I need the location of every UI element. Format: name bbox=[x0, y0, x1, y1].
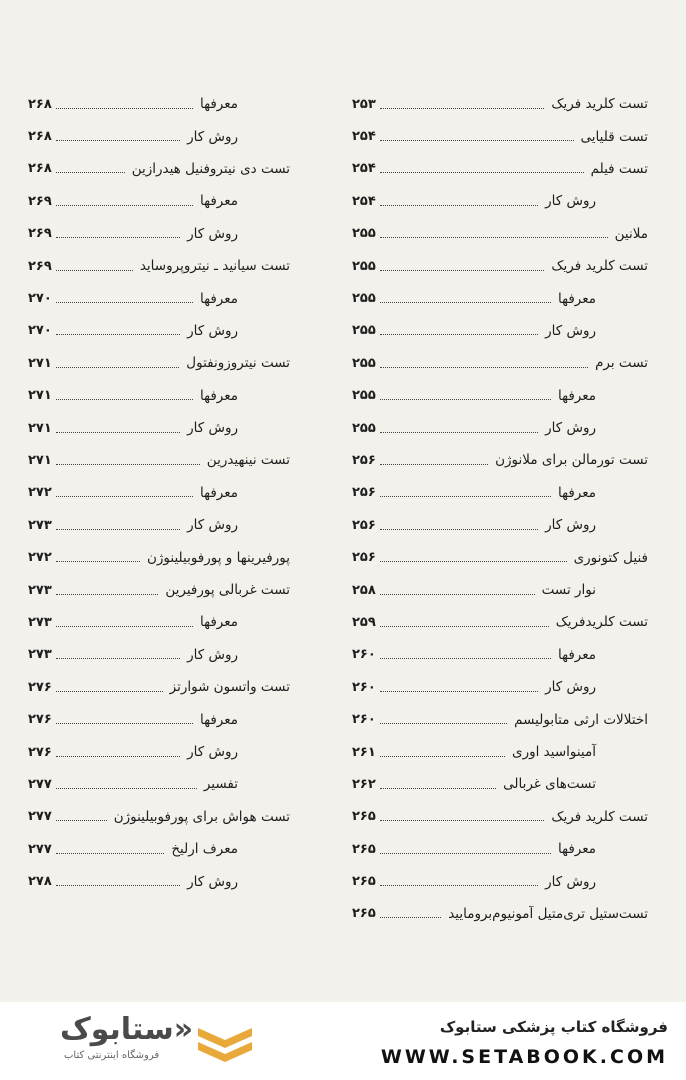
toc-entry-page-number: ۲۵۶ bbox=[352, 485, 376, 501]
toc-entry-page-number: ۲۶۰ bbox=[352, 679, 376, 695]
dot-leader bbox=[380, 820, 545, 821]
toc-entry bbox=[28, 606, 290, 638]
dot-leader bbox=[56, 853, 165, 854]
dot-leader bbox=[380, 853, 551, 854]
toc-entry bbox=[352, 120, 648, 152]
toc-entry bbox=[352, 250, 648, 282]
dot-leader bbox=[380, 205, 538, 206]
toc-entry-title: معرفها bbox=[558, 646, 596, 663]
dot-leader bbox=[56, 432, 180, 433]
toc-entry-page-number: ۲۷۰ bbox=[28, 291, 52, 307]
dot-leader bbox=[56, 723, 193, 724]
dot-leader bbox=[380, 237, 608, 238]
toc-entry-page-number: ۲۵۹ bbox=[352, 614, 376, 630]
dot-leader bbox=[56, 756, 180, 757]
dot-leader bbox=[380, 756, 505, 757]
toc-entry-title: معرفها bbox=[200, 96, 238, 113]
toc-entry bbox=[28, 88, 290, 120]
toc-entry-title: روش کار bbox=[545, 517, 596, 534]
toc-entry-page-number: ۲۵۸ bbox=[352, 582, 376, 598]
toc-entry-page-number: ۲۷۶ bbox=[28, 744, 52, 760]
toc-entry bbox=[352, 801, 648, 833]
toc-entry bbox=[28, 768, 290, 800]
dot-leader bbox=[56, 302, 193, 303]
toc-entry-page-number: ۲۵۵ bbox=[352, 420, 376, 436]
toc-entry-title: تست نیتروزونفتول bbox=[186, 355, 290, 372]
footer-banner bbox=[0, 1002, 686, 1080]
dot-leader bbox=[56, 658, 180, 659]
dot-leader bbox=[380, 723, 507, 724]
toc-entry-title: روش کار bbox=[545, 873, 596, 890]
toc-entry-page-number: ۲۷۳ bbox=[28, 582, 52, 598]
toc-entry-title: روش کار bbox=[545, 420, 596, 437]
toc-entry-page-number: ۲۷۲ bbox=[28, 485, 52, 501]
toc-entry-page-number: ۲۶۲ bbox=[352, 776, 376, 792]
toc-entry-title: تست هواش برای پورفوبیلینوژن bbox=[113, 808, 290, 825]
toc-entry bbox=[352, 671, 648, 703]
toc-entry bbox=[28, 153, 290, 185]
toc-entry bbox=[352, 768, 648, 800]
toc-entry-page-number: ۲۷۳ bbox=[28, 614, 52, 630]
toc-entry-page-number: ۲۶۸ bbox=[28, 129, 52, 145]
toc-entry-page-number: ۲۶۵ bbox=[352, 906, 376, 922]
toc-entry-title: فنیل کتونوری bbox=[573, 549, 648, 566]
dot-leader bbox=[380, 432, 538, 433]
toc-entry bbox=[352, 477, 648, 509]
chevron-stack-icon bbox=[192, 1022, 258, 1066]
dot-leader bbox=[56, 399, 193, 400]
toc-entry-page-number: ۲۶۸ bbox=[28, 96, 52, 112]
logo-brand-text: «ستابوک bbox=[60, 1012, 194, 1047]
toc-entry-page-number: ۲۷۸ bbox=[28, 874, 52, 890]
toc-entry-title: معرفها bbox=[558, 841, 596, 858]
toc-entry bbox=[352, 639, 648, 671]
toc-entry bbox=[28, 218, 290, 250]
toc-entry-page-number: ۲۷۶ bbox=[28, 679, 52, 695]
website-link[interactable]: WWW.SETABOOK.COM bbox=[380, 1046, 668, 1068]
toc-entry-title: معرفها bbox=[200, 290, 238, 307]
toc-entry-page-number: ۲۵۵ bbox=[352, 388, 376, 404]
toc-entry bbox=[352, 185, 648, 217]
toc-entry-title: روش کار bbox=[187, 420, 238, 437]
toc-entry bbox=[28, 120, 290, 152]
toc-entry-title: پورفیرینها و پورفوبیلینوژن bbox=[146, 549, 290, 566]
toc-entry bbox=[352, 541, 648, 573]
dot-leader bbox=[56, 367, 179, 368]
toc-entry-title: معرفها bbox=[558, 387, 596, 404]
toc-entry bbox=[28, 347, 290, 379]
toc-entry-title: تست تورمالن برای ملانوژن bbox=[495, 452, 648, 469]
dot-leader bbox=[56, 205, 193, 206]
toc-entry bbox=[28, 380, 290, 412]
dot-leader bbox=[380, 496, 551, 497]
toc-entry bbox=[352, 380, 648, 412]
toc-entry-title: تست دی نیتروفنیل هیدرازین bbox=[131, 160, 290, 177]
dot-leader bbox=[380, 140, 574, 141]
toc-entry-title: تست سیانید ـ نیتروپروساید bbox=[139, 258, 290, 275]
dot-leader bbox=[56, 691, 163, 692]
dot-leader bbox=[380, 658, 551, 659]
toc-entry bbox=[352, 412, 648, 444]
toc-entry bbox=[352, 347, 648, 379]
toc-entry-title: تفسیر bbox=[203, 776, 238, 793]
toc-entry-title: معرفها bbox=[200, 614, 238, 631]
toc-entry bbox=[28, 444, 290, 476]
toc-entry bbox=[352, 88, 648, 120]
toc-entry-page-number: ۲۷۳ bbox=[28, 647, 52, 663]
dot-leader bbox=[380, 788, 496, 789]
toc-entry-page-number: ۲۶۹ bbox=[28, 226, 52, 242]
toc-entry-title: تست کلرید فریک bbox=[551, 258, 648, 275]
toc-entry-page-number: ۲۶۹ bbox=[28, 258, 52, 274]
toc-entry bbox=[352, 865, 648, 897]
toc-entry-title: تست نینهیدرین bbox=[206, 452, 290, 469]
toc-entry bbox=[352, 315, 648, 347]
setabook-logo[interactable] bbox=[30, 1014, 280, 1070]
toc-entry bbox=[28, 541, 290, 573]
toc-entry-title: تست‌ستیل تری‌متیل آمونیوم‌برومایید bbox=[448, 905, 648, 922]
toc-entry bbox=[28, 574, 290, 606]
toc-entry bbox=[28, 801, 290, 833]
toc-entry-title: روش کار bbox=[187, 128, 238, 145]
dot-leader bbox=[56, 464, 200, 465]
dot-leader bbox=[56, 237, 180, 238]
dot-leader bbox=[380, 270, 545, 271]
dot-leader bbox=[56, 529, 180, 530]
toc-entry-page-number: ۲۷۱ bbox=[28, 420, 52, 436]
toc-entry-page-number: ۲۷۰ bbox=[28, 323, 52, 339]
toc-entry-page-number: ۲۷۲ bbox=[28, 550, 52, 566]
dot-leader bbox=[56, 885, 180, 886]
toc-entry-page-number: ۲۵۶ bbox=[352, 517, 376, 533]
toc-entry-page-number: ۲۷۷ bbox=[28, 776, 52, 792]
toc-entry-page-number: ۲۵۵ bbox=[352, 291, 376, 307]
toc-entry-page-number: ۲۵۵ bbox=[352, 323, 376, 339]
toc-entry bbox=[28, 185, 290, 217]
toc-entry-page-number: ۲۷۷ bbox=[28, 809, 52, 825]
toc-entry-title: تست کلرید فریک bbox=[551, 96, 648, 113]
toc-entry-title: تست‌های غربالی bbox=[503, 776, 596, 793]
toc-entry-title: تست برم bbox=[595, 355, 648, 372]
toc-entry-page-number: ۲۶۱ bbox=[352, 744, 376, 760]
toc-entry-title: معرفها bbox=[200, 484, 238, 501]
dot-leader bbox=[380, 464, 488, 465]
toc-entry bbox=[28, 509, 290, 541]
toc-entry-page-number: ۲۶۵ bbox=[352, 841, 376, 857]
dot-leader bbox=[380, 917, 441, 918]
toc-entry-page-number: ۲۵۵ bbox=[352, 258, 376, 274]
toc-entry bbox=[352, 444, 648, 476]
toc-entry-page-number: ۲۵۵ bbox=[352, 355, 376, 371]
toc-entry bbox=[28, 315, 290, 347]
toc-entry-title: روش کار bbox=[187, 322, 238, 339]
toc-entry-page-number: ۲۵۴ bbox=[352, 161, 376, 177]
dot-leader bbox=[380, 367, 588, 368]
toc-entry-page-number: ۲۷۱ bbox=[28, 355, 52, 371]
toc-entry-title: روش کار bbox=[187, 646, 238, 663]
toc-entry bbox=[28, 412, 290, 444]
toc-entry bbox=[352, 153, 648, 185]
toc-entry bbox=[28, 703, 290, 735]
dot-leader bbox=[380, 302, 551, 303]
dot-leader bbox=[380, 626, 549, 627]
dot-leader bbox=[380, 108, 545, 109]
toc-entry-page-number: ۲۷۷ bbox=[28, 841, 52, 857]
toc-entry-title: روش کار bbox=[545, 679, 596, 696]
toc-entry bbox=[352, 833, 648, 865]
toc-column-left bbox=[28, 88, 290, 898]
toc-entry-page-number: ۲۶۰ bbox=[352, 712, 376, 728]
dot-leader bbox=[56, 108, 193, 109]
toc-entry bbox=[352, 703, 648, 735]
dot-leader bbox=[56, 626, 193, 627]
dot-leader bbox=[380, 172, 584, 173]
toc-entry bbox=[28, 477, 290, 509]
toc-entry-page-number: ۲۵۶ bbox=[352, 452, 376, 468]
toc-entry-title: روش کار bbox=[545, 322, 596, 339]
toc-entry bbox=[28, 865, 290, 897]
toc-entry bbox=[352, 736, 648, 768]
dot-leader bbox=[56, 561, 140, 562]
toc-entry-title: روش کار bbox=[187, 517, 238, 534]
toc-entry-page-number: ۲۷۳ bbox=[28, 517, 52, 533]
toc-entry bbox=[352, 282, 648, 314]
toc-entry-page-number: ۲۶۰ bbox=[352, 647, 376, 663]
toc-entry-title: روش کار bbox=[545, 193, 596, 210]
dot-leader bbox=[380, 529, 538, 530]
toc-entry-title: معرفها bbox=[558, 484, 596, 501]
toc-entry bbox=[28, 833, 290, 865]
dot-leader bbox=[380, 561, 567, 562]
dot-leader bbox=[380, 399, 551, 400]
toc-entry-title: تست کلریدفریک bbox=[555, 614, 648, 631]
toc-entry-title: روش کار bbox=[187, 225, 238, 242]
toc-entry-page-number: ۲۷۱ bbox=[28, 452, 52, 468]
toc-entry-title: روش کار bbox=[187, 873, 238, 890]
toc-entry-title: نوار تست bbox=[541, 582, 596, 599]
dot-leader bbox=[380, 691, 538, 692]
logo-tagline: فروشگاه اینترنتی کتاب bbox=[64, 1050, 160, 1061]
toc-entry-title: معرفها bbox=[200, 193, 238, 210]
toc-entry-page-number: ۲۵۴ bbox=[352, 129, 376, 145]
toc-column-right bbox=[352, 88, 648, 930]
toc-entry-title: معرفها bbox=[200, 711, 238, 728]
toc-entry bbox=[352, 898, 648, 930]
toc-entry-page-number: ۲۵۵ bbox=[352, 226, 376, 242]
dot-leader bbox=[56, 788, 197, 789]
dot-leader bbox=[56, 140, 180, 141]
toc-entry-title: معرف ارلیخ bbox=[171, 841, 238, 858]
toc-entry-title: معرفها bbox=[200, 387, 238, 404]
toc-entry-title: روش کار bbox=[187, 744, 238, 760]
toc-entry-page-number: ۲۷۶ bbox=[28, 712, 52, 728]
dot-leader bbox=[56, 594, 159, 595]
toc-entry-title: تست فیلم bbox=[590, 160, 648, 177]
toc-entry bbox=[28, 250, 290, 282]
toc-entry-title: ملانین bbox=[614, 225, 648, 242]
toc-entry-page-number: ۲۶۸ bbox=[28, 161, 52, 177]
toc-entry-title: آمینواسید اوری bbox=[512, 744, 596, 760]
toc-entry-page-number: ۲۵۳ bbox=[352, 96, 376, 112]
dot-leader bbox=[380, 594, 535, 595]
toc-entry bbox=[28, 639, 290, 671]
toc-entry-title: تست واتسون شوارتز bbox=[169, 679, 290, 696]
toc-entry bbox=[352, 574, 648, 606]
dot-leader bbox=[380, 885, 538, 886]
toc-entry-title: معرفها bbox=[558, 290, 596, 307]
toc-entry bbox=[28, 671, 290, 703]
toc-entry-page-number: ۲۶۵ bbox=[352, 874, 376, 890]
dot-leader bbox=[56, 820, 107, 821]
toc-entry-page-number: ۲۷۱ bbox=[28, 388, 52, 404]
dot-leader bbox=[56, 172, 125, 173]
toc-entry-page-number: ۲۶۹ bbox=[28, 193, 52, 209]
toc-entry-title: تست کلرید فریک bbox=[551, 808, 648, 825]
toc-entry bbox=[352, 218, 648, 250]
dot-leader bbox=[56, 270, 133, 271]
toc-entry-page-number: ۲۵۴ bbox=[352, 193, 376, 209]
toc-entry bbox=[28, 282, 290, 314]
toc-entry-page-number: ۲۵۶ bbox=[352, 550, 376, 566]
toc-entry-title: تست غربالی پورفیرین bbox=[165, 582, 290, 599]
toc-entry bbox=[352, 509, 648, 541]
shop-name: فروشگاه کتاب پزشکی ستابوک bbox=[439, 1018, 668, 1036]
toc-entry-title: تست قلیایی bbox=[580, 128, 648, 145]
toc-entry-title: اختلالات ارثی متابولیسم bbox=[514, 711, 648, 728]
toc-entry bbox=[352, 606, 648, 638]
dot-leader bbox=[56, 496, 193, 497]
dot-leader bbox=[380, 334, 538, 335]
toc-entry bbox=[28, 736, 290, 768]
dot-leader bbox=[56, 334, 180, 335]
toc-entry-page-number: ۲۶۵ bbox=[352, 809, 376, 825]
